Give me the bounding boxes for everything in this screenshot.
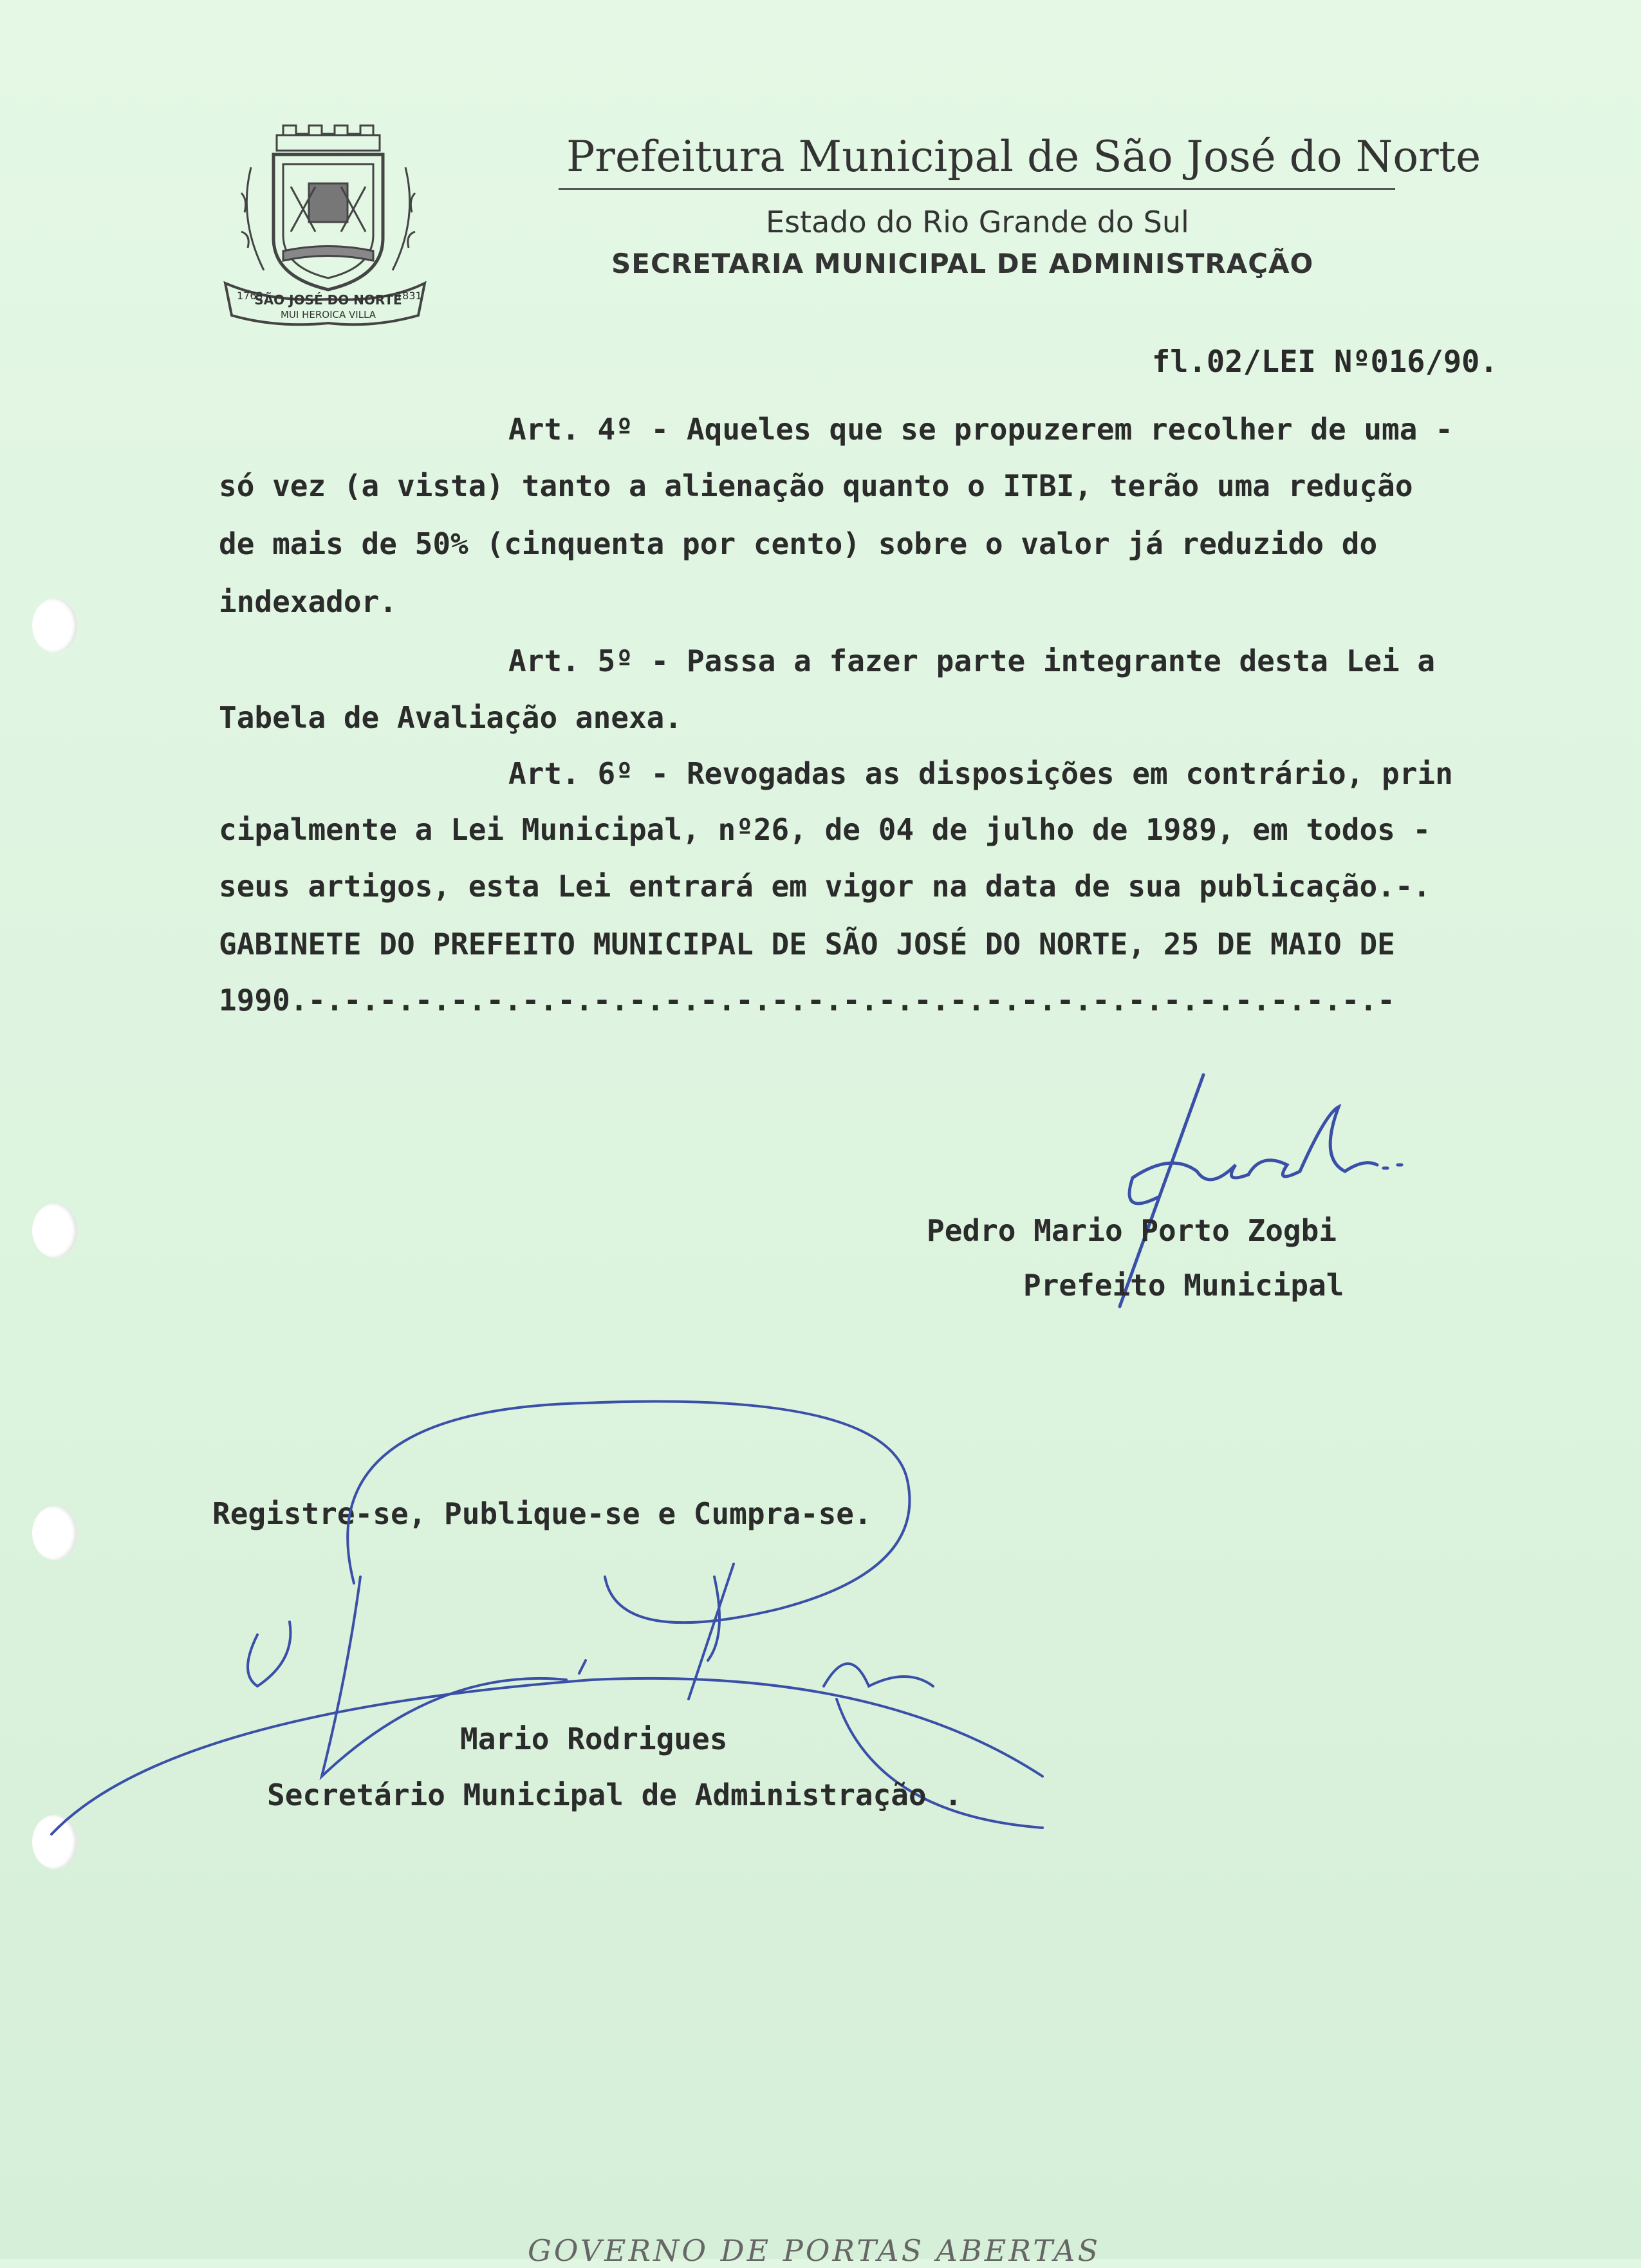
body-line: Tabela de Avaliação anexa. <box>219 700 683 735</box>
letterhead-title: Prefeitura Municipal de São José do Norte <box>566 132 1481 181</box>
body-line: 1990.-.-.-.-.-.-.-.-.-.-.-.-.-.-.-.-.-.-.-.-.-.-.-.-.-.-.-.-.-.-.- <box>219 983 1395 1018</box>
body-line: só vez (a vista) tanto a alienação quanto o ITBI, terão uma redução <box>219 469 1413 503</box>
secretary-title: Secretário Municipal de Administração . <box>267 1778 963 1812</box>
body-line: Art. 4º - Aqueles que se propuzerem recolher de uma - <box>508 412 1453 447</box>
page-footer-slogan: GOVERNO DE PORTAS ABERTAS <box>528 2233 1101 2268</box>
letterhead-rule <box>559 188 1395 190</box>
body-line: GABINETE DO PREFEITO MUNICIPAL DE SÃO JOSÉ DO NORTE, 25 DE MAIO DE <box>219 927 1395 962</box>
body-line: cipalmente a Lei Municipal, nº26, de 04 de julho de 1989, em todos - <box>219 812 1431 847</box>
page-reference: fl.02/LEI Nº016/90. <box>1152 344 1498 380</box>
body-line: Art. 6º - Revogadas as disposições em contrário, prin <box>508 756 1453 791</box>
municipal-crest-icon <box>212 122 431 341</box>
mayor-title: Prefeito Municipal <box>1023 1268 1344 1303</box>
mayor-name: Pedro Mario Porto Zogbi <box>927 1213 1337 1248</box>
body-line: seus artigos, esta Lei entrará em vigor na data de sua publicação.-. <box>219 869 1431 904</box>
body-line: de mais de 50% (cinquenta por cento) sobre o valor já reduzido do <box>219 526 1378 561</box>
binder-hole <box>32 1204 77 1258</box>
svg-text:MUI HEROICA VILLA: MUI HEROICA VILLA <box>280 309 376 321</box>
letterhead-state: Estado do Rio Grande do Sul <box>766 205 1189 239</box>
body-line: indexador. <box>219 584 397 619</box>
letterhead-department: SECRETARIA MUNICIPAL DE ADMINISTRAÇÃO <box>611 248 1314 279</box>
binder-hole <box>32 599 77 653</box>
body-line: Art. 5º - Passa a fazer parte integrante desta Lei a <box>508 644 1436 678</box>
svg-text:1831: 1831 <box>396 290 422 302</box>
svg-text:SÃO JOSÉ DO NORTE: SÃO JOSÉ DO NORTE <box>254 292 402 308</box>
secretary-name: Mario Rodrigues <box>460 1722 728 1756</box>
closing-statement: Registre-se, Publique-se e Cumpra-se. <box>212 1496 872 1531</box>
svg-text:1763: 1763 <box>237 290 263 302</box>
